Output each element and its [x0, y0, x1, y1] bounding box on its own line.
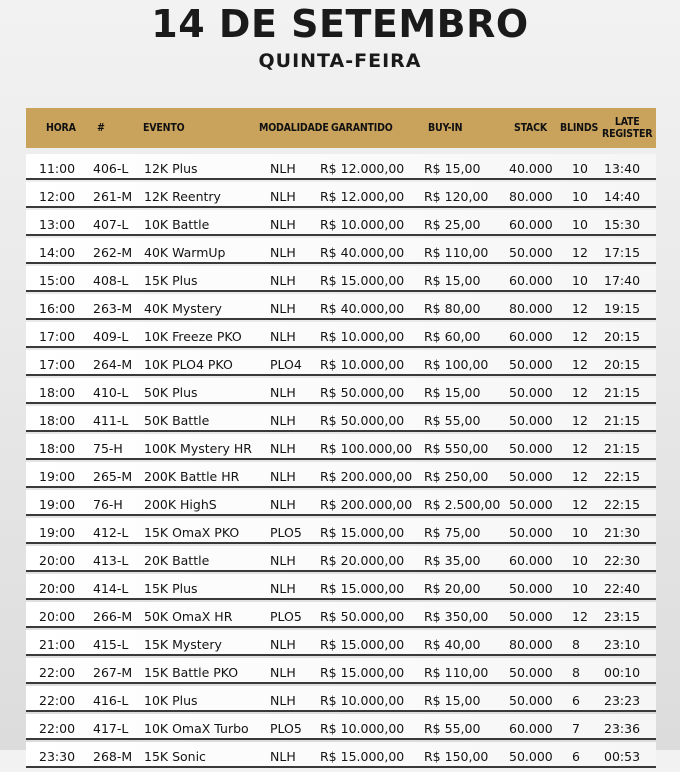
cell-number: 265-M [93, 469, 133, 484]
cell-buyin: R$ 60,00 [424, 329, 481, 344]
table-row [26, 490, 656, 516]
table-row [26, 518, 656, 544]
cell-late-register: 14:40 [604, 189, 641, 204]
cell-blinds: 10 [572, 525, 588, 540]
cell-modalidade: NLH [270, 469, 296, 484]
cell-buyin: R$ 250,00 [424, 469, 489, 484]
cell-modalidade: NLH [270, 665, 296, 680]
cell-number: 75-H [93, 441, 123, 456]
cell-hora: 22:00 [39, 721, 76, 736]
cell-number: 412-L [93, 525, 129, 540]
cell-buyin: R$ 55,00 [424, 721, 481, 736]
cell-hora: 16:00 [39, 301, 76, 316]
cell-hora: 11:00 [39, 161, 76, 176]
cell-blinds: 12 [572, 469, 588, 484]
cell-stack: 50.000 [509, 469, 553, 484]
cell-number: 263-M [93, 301, 133, 316]
cell-late-register: 22:30 [604, 553, 641, 568]
cell-modalidade: NLH [270, 749, 296, 764]
cell-stack: 50.000 [509, 441, 553, 456]
cell-late-register: 19:15 [604, 301, 641, 316]
cell-garantido: R$ 50.000,00 [320, 385, 405, 400]
table-row [26, 462, 656, 488]
cell-blinds: 12 [572, 609, 588, 624]
cell-evento: 12K Reentry [144, 189, 221, 204]
cell-hora: 19:00 [39, 469, 76, 484]
cell-garantido: R$ 15.000,00 [320, 749, 405, 764]
cell-garantido: R$ 15.000,00 [320, 665, 405, 680]
cell-late-register: 23:23 [604, 693, 641, 708]
cell-number: 266-M [93, 609, 133, 624]
cell-hora: 15:00 [39, 273, 76, 288]
cell-hora: 17:00 [39, 329, 76, 344]
cell-late-register: 21:15 [604, 385, 641, 400]
cell-number: 406-L [93, 161, 129, 176]
late-line-2: REGISTER [602, 128, 653, 140]
cell-buyin: R$ 15,00 [424, 693, 481, 708]
cell-late-register: 22:15 [604, 497, 641, 512]
cell-stack: 50.000 [509, 245, 553, 260]
column-header-hora: HORA [46, 122, 76, 134]
cell-hora: 23:30 [39, 749, 76, 764]
table-row [26, 714, 656, 740]
cell-garantido: R$ 100.000,00 [320, 441, 413, 456]
cell-blinds: 6 [572, 749, 580, 764]
cell-garantido: R$ 15.000,00 [320, 273, 405, 288]
cell-buyin: R$ 100,00 [424, 357, 489, 372]
late-line-1: LATE [614, 116, 640, 128]
cell-evento: 10K PLO4 PKO [144, 357, 233, 372]
table-row [26, 742, 656, 768]
cell-number: 261-M [93, 189, 133, 204]
cell-evento: 200K HighS [144, 497, 217, 512]
cell-blinds: 10 [572, 553, 588, 568]
page-subtitle: QUINTA-FEIRA [258, 50, 422, 72]
cell-stack: 50.000 [509, 357, 553, 372]
cell-late-register: 20:15 [604, 357, 641, 372]
cell-number: 268-M [93, 749, 133, 764]
cell-evento: 12K Plus [144, 161, 198, 176]
table-row [26, 630, 656, 656]
table-row [26, 238, 656, 264]
column-header-stack: STACK [514, 122, 547, 134]
cell-evento: 50K Plus [144, 385, 198, 400]
cell-modalidade: NLH [270, 553, 296, 568]
table-row [26, 210, 656, 236]
cell-garantido: R$ 200.000,00 [320, 469, 413, 484]
cell-late-register: 00:53 [604, 749, 641, 764]
cell-evento: 200K Battle HR [144, 469, 240, 484]
cell-hora: 19:00 [39, 497, 76, 512]
cell-buyin: R$ 110,00 [424, 665, 489, 680]
cell-number: 409-L [93, 329, 129, 344]
cell-hora: 21:00 [39, 637, 76, 652]
column-header-evento: EVENTO [143, 122, 185, 134]
cell-number: 264-M [93, 357, 133, 372]
cell-buyin: R$ 2.500,00 [424, 497, 501, 512]
cell-blinds: 10 [572, 217, 588, 232]
cell-hora: 12:00 [39, 189, 76, 204]
cell-buyin: R$ 350,00 [424, 609, 489, 624]
cell-number: 407-L [93, 217, 129, 232]
cell-modalidade: NLH [270, 441, 296, 456]
table-row [26, 546, 656, 572]
cell-hora: 20:00 [39, 553, 76, 568]
cell-number: 408-L [93, 273, 129, 288]
cell-evento: 10K Plus [144, 693, 198, 708]
cell-modalidade: NLH [270, 497, 296, 512]
cell-buyin: R$ 15,00 [424, 161, 481, 176]
cell-modalidade: NLH [270, 189, 296, 204]
cell-modalidade: NLH [270, 413, 296, 428]
table-row [26, 434, 656, 460]
cell-buyin: R$ 55,00 [424, 413, 481, 428]
cell-stack: 80.000 [509, 637, 553, 652]
table-row [26, 350, 656, 376]
cell-garantido: R$ 15.000,00 [320, 637, 405, 652]
cell-garantido: R$ 50.000,00 [320, 413, 405, 428]
cell-buyin: R$ 110,00 [424, 245, 489, 260]
cell-number: 410-L [93, 385, 129, 400]
cell-late-register: 17:15 [604, 245, 641, 260]
cell-buyin: R$ 40,00 [424, 637, 481, 652]
cell-evento: 15K Plus [144, 581, 198, 596]
cell-buyin: R$ 550,00 [424, 441, 489, 456]
cell-modalidade: PLO5 [270, 525, 302, 540]
cell-late-register: 21:15 [604, 441, 641, 456]
cell-modalidade: PLO5 [270, 721, 302, 736]
table-header [26, 108, 656, 148]
cell-blinds: 12 [572, 441, 588, 456]
cell-garantido: R$ 40.000,00 [320, 301, 405, 316]
cell-buyin: R$ 150,00 [424, 749, 489, 764]
cell-late-register: 23:10 [604, 637, 641, 652]
cell-evento: 15K Plus [144, 273, 198, 288]
cell-evento: 10K Freeze PKO [144, 329, 242, 344]
cell-number: 415-L [93, 637, 129, 652]
cell-modalidade: NLH [270, 273, 296, 288]
cell-stack: 50.000 [509, 497, 553, 512]
cell-modalidade: NLH [270, 245, 296, 260]
cell-buyin: R$ 80,00 [424, 301, 481, 316]
cell-modalidade: NLH [270, 161, 296, 176]
cell-evento: 40K WarmUp [144, 245, 226, 260]
column-header-blinds: BLINDS [560, 122, 599, 134]
cell-blinds: 12 [572, 329, 588, 344]
column-header-num: # [97, 122, 105, 134]
cell-hora: 18:00 [39, 441, 76, 456]
cell-garantido: R$ 10.000,00 [320, 721, 405, 736]
cell-late-register: 15:30 [604, 217, 641, 232]
cell-buyin: R$ 75,00 [424, 525, 481, 540]
cell-late-register: 17:40 [604, 273, 641, 288]
cell-hora: 22:00 [39, 693, 76, 708]
cell-evento: 40K Mystery [144, 301, 222, 316]
cell-number: 267-M [93, 665, 133, 680]
cell-modalidade: NLH [270, 301, 296, 316]
table-row [26, 686, 656, 712]
cell-hora: 13:00 [39, 217, 76, 232]
cell-blinds: 12 [572, 301, 588, 316]
cell-evento: 10K OmaX Turbo [144, 721, 249, 736]
cell-evento: 50K OmaX HR [144, 609, 233, 624]
cell-garantido: R$ 10.000,00 [320, 693, 405, 708]
cell-garantido: R$ 200.000,00 [320, 497, 413, 512]
cell-garantido: R$ 15.000,00 [320, 581, 405, 596]
cell-garantido: R$ 10.000,00 [320, 329, 405, 344]
cell-stack: 50.000 [509, 693, 553, 708]
cell-modalidade: NLH [270, 637, 296, 652]
cell-blinds: 7 [572, 721, 580, 736]
table-row [26, 154, 656, 180]
cell-garantido: R$ 12.000,00 [320, 189, 405, 204]
cell-late-register: 23:15 [604, 609, 641, 624]
cell-hora: 19:00 [39, 525, 76, 540]
cell-garantido: R$ 50.000,00 [320, 609, 405, 624]
cell-garantido: R$ 15.000,00 [320, 525, 405, 540]
cell-garantido: R$ 12.000,00 [320, 161, 405, 176]
cell-blinds: 10 [572, 189, 588, 204]
cell-evento: 15K Mystery [144, 637, 222, 652]
cell-blinds: 12 [572, 497, 588, 512]
cell-hora: 20:00 [39, 581, 76, 596]
cell-evento: 15K Battle PKO [144, 665, 239, 680]
cell-garantido: R$ 10.000,00 [320, 217, 405, 232]
page-title: 14 DE SETEMBRO [151, 2, 529, 46]
cell-garantido: R$ 10.000,00 [320, 357, 405, 372]
cell-evento: 15K OmaX PKO [144, 525, 240, 540]
cell-blinds: 12 [572, 385, 588, 400]
table-row [26, 658, 656, 684]
cell-stack: 50.000 [509, 525, 553, 540]
cell-modalidade: NLH [270, 581, 296, 596]
cell-stack: 50.000 [509, 413, 553, 428]
cell-number: 417-L [93, 721, 129, 736]
cell-number: 416-L [93, 693, 129, 708]
cell-garantido: R$ 20.000,00 [320, 553, 405, 568]
cell-late-register: 23:36 [604, 721, 641, 736]
cell-stack: 60.000 [509, 217, 553, 232]
cell-evento: 15K Sonic [144, 749, 206, 764]
cell-late-register: 21:30 [604, 525, 641, 540]
cell-buyin: R$ 20,00 [424, 581, 481, 596]
cell-blinds: 8 [572, 637, 580, 652]
cell-late-register: 13:40 [604, 161, 641, 176]
cell-stack: 50.000 [509, 665, 553, 680]
cell-hora: 14:00 [39, 245, 76, 260]
cell-modalidade: NLH [270, 329, 296, 344]
column-header-late-register [602, 108, 652, 148]
cell-late-register: 21:15 [604, 413, 641, 428]
cell-blinds: 12 [572, 357, 588, 372]
cell-blinds: 10 [572, 581, 588, 596]
cell-blinds: 10 [572, 273, 588, 288]
cell-buyin: R$ 120,00 [424, 189, 489, 204]
cell-modalidade: NLH [270, 693, 296, 708]
cell-buyin: R$ 15,00 [424, 273, 481, 288]
cell-modalidade: PLO5 [270, 609, 302, 624]
cell-number: 411-L [93, 413, 129, 428]
table-row [26, 266, 656, 292]
column-header-garantido: GARANTIDO [331, 122, 393, 134]
cell-stack: 60.000 [509, 721, 553, 736]
table-row [26, 574, 656, 600]
cell-stack: 50.000 [509, 749, 553, 764]
table-row [26, 182, 656, 208]
table-row [26, 322, 656, 348]
cell-stack: 80.000 [509, 189, 553, 204]
table-row [26, 406, 656, 432]
cell-number: 413-L [93, 553, 129, 568]
cell-hora: 20:00 [39, 609, 76, 624]
cell-hora: 22:00 [39, 665, 76, 680]
cell-stack: 50.000 [509, 581, 553, 596]
cell-garantido: R$ 40.000,00 [320, 245, 405, 260]
cell-late-register: 00:10 [604, 665, 641, 680]
schedule-table-body [26, 154, 656, 770]
cell-buyin: R$ 25,00 [424, 217, 481, 232]
cell-buyin: R$ 15,00 [424, 385, 481, 400]
cell-stack: 40.000 [509, 161, 553, 176]
cell-evento: 50K Battle [144, 413, 210, 428]
cell-stack: 80.000 [509, 301, 553, 316]
cell-stack: 50.000 [509, 609, 553, 624]
column-header-buyin: BUY-IN [428, 122, 463, 134]
cell-blinds: 8 [572, 665, 580, 680]
cell-stack: 60.000 [509, 553, 553, 568]
cell-stack: 60.000 [509, 273, 553, 288]
cell-modalidade: NLH [270, 385, 296, 400]
cell-number: 76-H [93, 497, 123, 512]
cell-number: 262-M [93, 245, 133, 260]
cell-evento: 20K Battle [144, 553, 210, 568]
cell-late-register: 20:15 [604, 329, 641, 344]
column-header-modalidade: MODALIDADE [259, 122, 329, 134]
cell-blinds: 12 [572, 245, 588, 260]
cell-blinds: 12 [572, 413, 588, 428]
cell-stack: 50.000 [509, 385, 553, 400]
cell-hora: 18:00 [39, 413, 76, 428]
cell-modalidade: PLO4 [270, 357, 302, 372]
table-row [26, 294, 656, 320]
cell-blinds: 10 [572, 161, 588, 176]
table-row [26, 602, 656, 628]
cell-blinds: 6 [572, 693, 580, 708]
cell-late-register: 22:15 [604, 469, 641, 484]
table-row [26, 378, 656, 404]
cell-late-register: 22:40 [604, 581, 641, 596]
cell-hora: 17:00 [39, 357, 76, 372]
cell-hora: 18:00 [39, 385, 76, 400]
cell-stack: 60.000 [509, 329, 553, 344]
cell-evento: 100K Mystery HR [144, 441, 252, 456]
cell-number: 414-L [93, 581, 129, 596]
cell-modalidade: NLH [270, 217, 296, 232]
cell-buyin: R$ 35,00 [424, 553, 481, 568]
cell-evento: 10K Battle [144, 217, 210, 232]
